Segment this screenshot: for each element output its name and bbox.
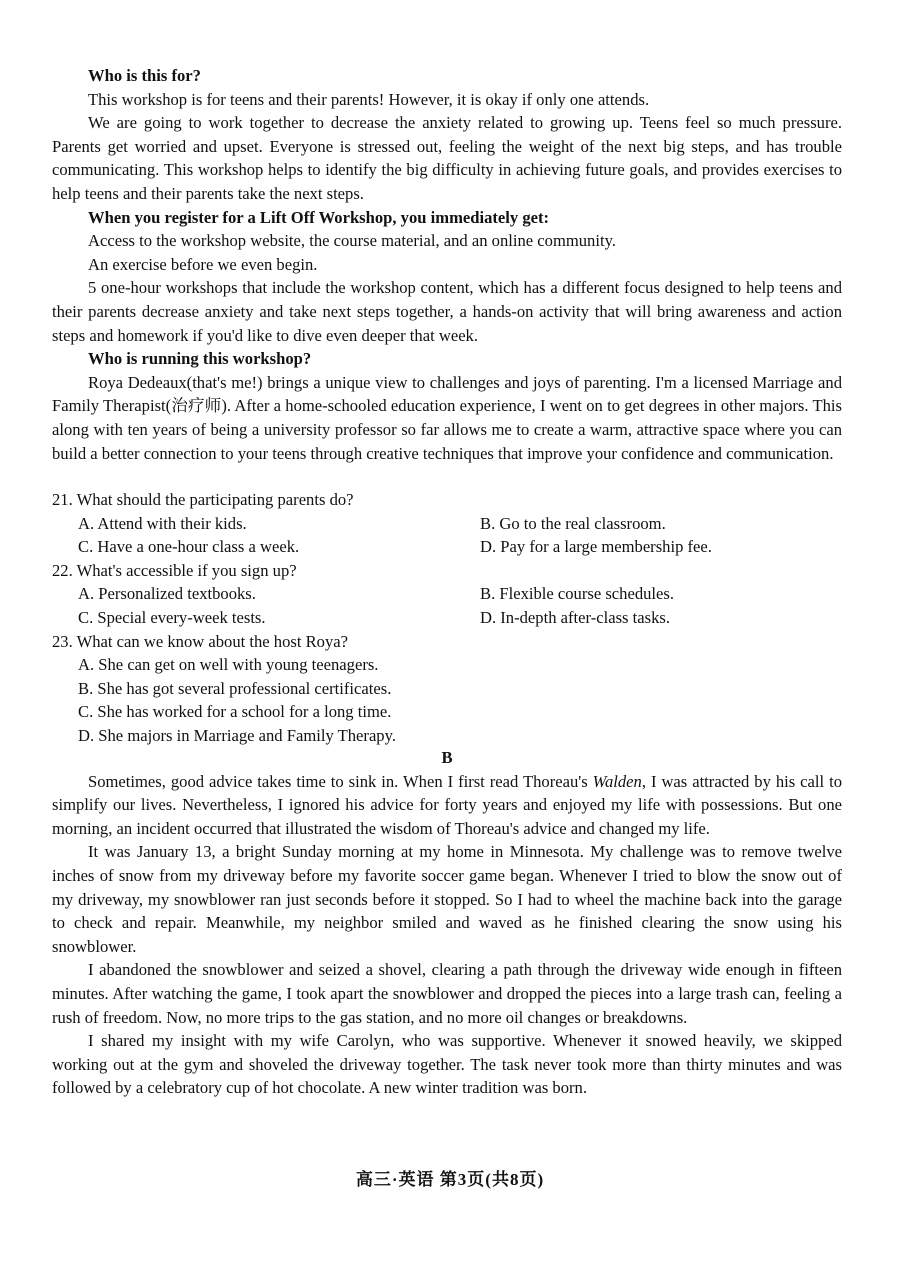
option-a: A. Attend with their kids. (78, 513, 247, 533)
question-22 (52, 559, 842, 630)
paragraph: It was January 13, a bright Sunday morning at my home in Minnesota. My challenge was to remove twelve inches of snow from my driveway before my favorite soccer game began. Whenever I tried to blow the snow out of my driveway, my snowblower ran just seconds before it stopped. So I had to wheel the machine back into the garage to check and repair. Meanwhile, my neighbor smiled and waved as he finished clearing the snow using his snowblower. (52, 842, 842, 956)
heading-register: When you register for a Lift Off Workshop, you immediately get: (88, 207, 550, 227)
option-a: A. She can get on well with young teenagers. (78, 655, 379, 675)
paragraph: Roya Dedeaux(that's me!) brings a unique view to challenges and joys of parenting. I'm a licensed Marriage and Family Therapist(治疗师). After a home-schooled education experience, I went on to get degrees in other majors. This along with ten years of being a university professor so far allows me to create a warm, attractive space where you can build a better connection to your teens through creative techniques that improve your confidence and communication. (52, 372, 842, 463)
page-footer: 高三·英语 第3页(共8页) (355, 1170, 545, 1189)
passage-a (52, 64, 842, 465)
paragraph: An exercise before we even begin. (88, 254, 318, 274)
option-c: C. She has worked for a school for a long time. (78, 702, 392, 722)
option-b: B. Flexible course schedules. (480, 584, 675, 604)
option-a: A. Personalized textbooks. (78, 584, 256, 604)
paragraph: This workshop is for teens and their parents! However, it is okay if only one attends. (88, 89, 650, 109)
paragraph: Sometimes, good advice takes time to sink in. When I first read Thoreau's Walden, I was attracted by his call to simplify our lives. Nevertheless, I ignored his advice for forty years and enjoyed my life with possessions. But one morning, an incident occurred that illustrated the wisdom of Thoreau's advice and changed my life. (52, 771, 842, 838)
option-d: D. She majors in Marriage and Family Therapy. (78, 725, 396, 745)
question-23 (52, 630, 842, 748)
section-label: B (441, 748, 453, 767)
paragraph: I shared my insight with my wife Carolyn, who was supportive. Whenever it snowed heavily, we skipped working out at the gym and shoveled the driveway together. The task never took more than thirty minutes and was followed by a celebratory cup of hot chocolate. A new winter tradition was born. (52, 1031, 842, 1098)
option-b: B. She has got several professional certificates. (78, 678, 392, 698)
question-21 (52, 488, 842, 559)
question-stem: 21. What should the participating parents do? (52, 490, 354, 509)
option-d: D. In-depth after-class tasks. (480, 607, 670, 627)
options (52, 512, 842, 559)
book-title: Walden (592, 771, 642, 791)
option-c: C. Special every-week tests. (78, 607, 266, 627)
options (52, 582, 842, 629)
paragraph: 5 one-hour workshops that include the workshop content, which has a different focus designed to help teens and their parents decrease anxiety and take next steps together, a hands-on activity that will bring awareness and action steps and homework if you'd like to dive even deeper that week. (52, 278, 842, 345)
question-stem: 22. What's accessible if you sign up? (52, 560, 297, 580)
option-d: D. Pay for a large membership fee. (480, 537, 712, 557)
heading-who-is-running: Who is running this workshop? (88, 349, 312, 369)
heading-who-is-this-for: Who is this for? (88, 66, 201, 85)
options (52, 653, 842, 747)
option-c: C. Have a one-hour class a week. (78, 537, 300, 557)
paragraph: We are going to work together to decrease the anxiety related to growing up. Teens feel so much pressure. Parents get worried and upset. Everyone is stressed out, feeling the weight of the next big steps, and has trouble communicating. This workshop helps to identify the big difficulty in achieving future goals, and provides exercises to help teens and their parents take the next steps. (52, 113, 842, 203)
option-b: B. Go to the real classroom. (480, 513, 666, 533)
passage-b (52, 746, 842, 1100)
question-list (52, 488, 842, 748)
paragraph: I abandoned the snowblower and seized a shovel, clearing a path through the driveway wide enough in fifteen minutes. After watching the game, I took apart the snowblower and dropped the pieces into a large trash can, feeling a rush of freedom. Now, no more trips to the gas station, and no more oil changes or breakdowns. (52, 960, 842, 1027)
question-stem: 23. What can we know about the host Roya? (52, 631, 349, 651)
paragraph: Access to the workshop website, the course material, and an online community. (88, 231, 616, 251)
